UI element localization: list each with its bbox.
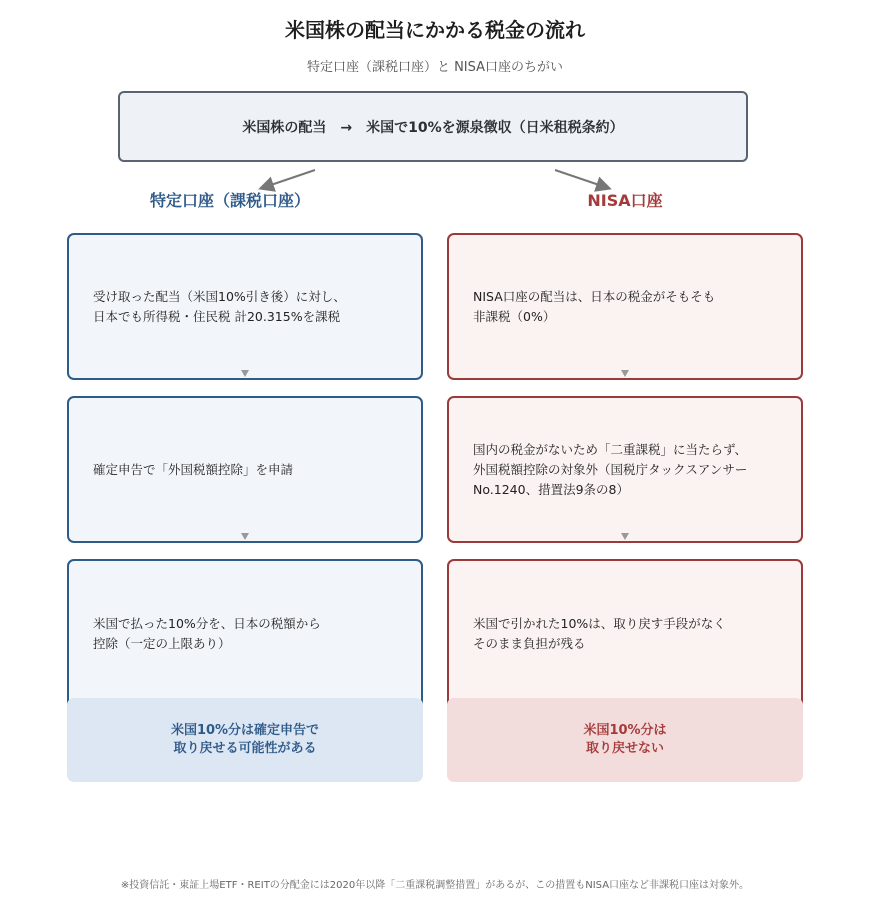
taxable-step-2-text: 確定申告で「外国税額控除」を申請 [93, 461, 294, 477]
nisa-step-2-text: 国内の税金がないため「二重課税」に当たらず、 外国税額控除の対象外（国税庁タックスアンサー No.1240、措置法9条の8） [473, 441, 748, 497]
nisa-step-1-text: NISA口座の配当は、日本の税金がそもそも 非課税（0%） [473, 288, 716, 324]
nisa-step-3 [447, 559, 803, 709]
down-arrow-icon [621, 370, 629, 377]
nisa-conclusion: 米国10%分は 取り戻せない [447, 698, 803, 782]
taxable-conclusion: 米国10%分は確定申告で 取り戻せる可能性がある [67, 698, 423, 782]
page-title: 米国株の配当にかかる税金の流れ [285, 18, 585, 42]
taxable-account-heading: 特定口座（課税口座） [149, 191, 310, 210]
footnote: ※投資信託・東証上場ETF・REITの分配金には2020年以降「二重課税調整措置」があるが、この措置もNISA口座など非課税口座は対象外。 [120, 880, 750, 891]
taxable-step-1-text: 受け取った配当（米国10%引き後）に対し、 日本でも所得税・住民税 計20.315%を課税 [93, 288, 346, 324]
taxable-step-3-text: 米国で払った10%分を、日本の税額から 控除（一定の上限あり） [93, 616, 321, 651]
arrow-to-nisa [555, 170, 608, 188]
nisa-step-3-text: 米国で引かれた10%は、取り戻す手段がなく そのまま負担が残る [473, 616, 726, 651]
down-arrow-icon [241, 533, 249, 540]
taxable-step-3 [67, 559, 423, 709]
nisa-step-1 [447, 233, 803, 380]
nisa-account-heading: NISA口座 [587, 191, 663, 210]
down-arrow-icon [621, 533, 629, 540]
dividend-withholding-text: 米国株の配当 → 米国で10%を源泉徴収（日米租税条約） [242, 119, 624, 136]
nisa-step-2 [447, 396, 803, 543]
taxable-step-2 [67, 396, 423, 543]
arrow-to-taxable [262, 170, 315, 188]
taxable-step-1 [67, 233, 423, 380]
page-subtitle: 特定口座（課税口座）と NISA口座のちがい [306, 60, 564, 75]
down-arrow-icon [241, 370, 249, 377]
